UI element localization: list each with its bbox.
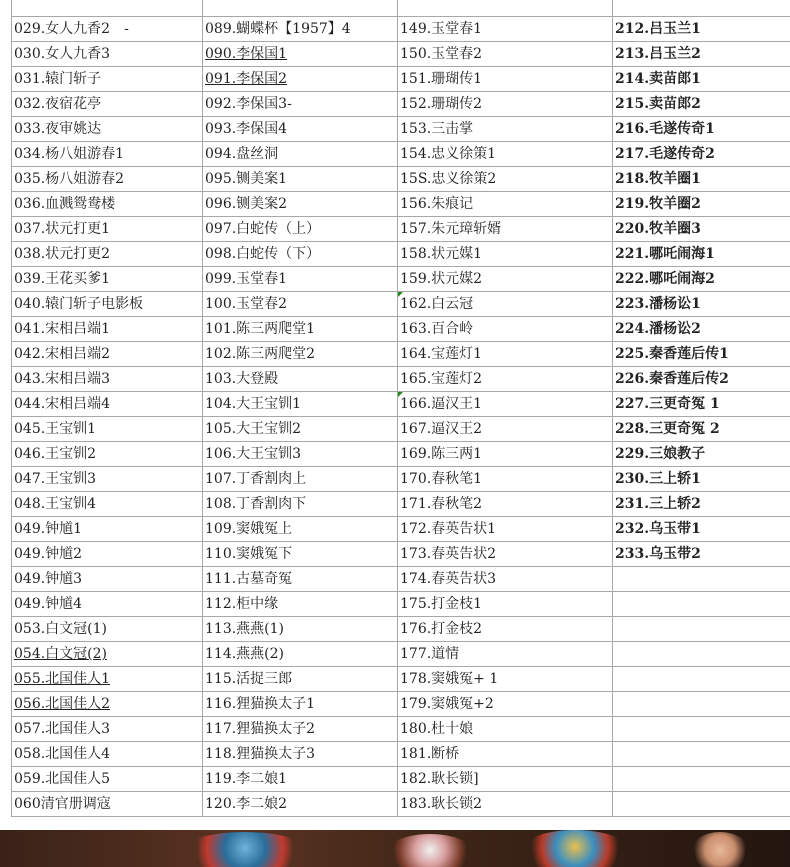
table-cell [613, 267, 790, 292]
table-cell [203, 517, 398, 542]
table-cell [398, 167, 613, 192]
table-cell [203, 717, 398, 742]
table-cell [12, 142, 203, 167]
table-cell [398, 42, 613, 67]
cell-text: 105.大王宝钏2 [205, 421, 302, 437]
table-row [12, 692, 790, 717]
program-list-table [11, 0, 790, 817]
table-cell [398, 0, 613, 17]
cell-text: 226.秦香莲后传2 [615, 371, 729, 387]
cell-text: 091.李保国2 [205, 71, 288, 87]
table-cell [203, 692, 398, 717]
table-cell [398, 92, 613, 117]
table-cell [398, 442, 613, 467]
cell-text: 104.大王宝钏1 [205, 396, 302, 412]
cell-text: 233.乌玉带2 [615, 546, 701, 562]
opera-performers-photo [0, 830, 790, 867]
cell-text: 159.状元媒2 [400, 271, 483, 287]
cell-text: 046.王宝钏2 [14, 446, 97, 462]
table-cell [203, 492, 398, 517]
cell-text: 118.狸猫换太子3 [205, 746, 316, 762]
cell-text: 034.杨八姐游春1 [14, 146, 125, 162]
table-cell [613, 0, 790, 17]
cell-text: 227.三更奇冤 1 [615, 396, 720, 412]
table-cell [203, 0, 398, 17]
table-cell [203, 367, 398, 392]
cell-text: 153.三击掌 [400, 121, 474, 137]
spreadsheet [11, 0, 790, 822]
table-row [12, 567, 790, 592]
cell-text: 112.柜中缘 [205, 596, 279, 612]
cell-text: 151.珊瑚传1 [400, 71, 483, 87]
table-cell [203, 617, 398, 642]
table-row [12, 17, 790, 42]
cell-text: 231.三上轿2 [615, 496, 701, 512]
cell-text: 120.李二娘2 [205, 796, 288, 812]
cell-text: 053.白文冠(1) [14, 621, 108, 637]
table-cell [613, 792, 790, 817]
cell-text: 047.王宝钏3 [14, 471, 97, 487]
table-cell [398, 117, 613, 142]
performer-headdress [180, 832, 310, 867]
table-row [12, 767, 790, 792]
table-cell [12, 392, 203, 417]
table-row [12, 292, 790, 317]
table-cell [613, 692, 790, 717]
table-cell [12, 67, 203, 92]
table-cell [203, 342, 398, 367]
cell-text: 044.宋相吕端4 [14, 396, 111, 412]
cell-text: 100.玉堂春2 [205, 296, 288, 312]
table-cell [398, 242, 613, 267]
table-cell [613, 542, 790, 567]
table-cell [203, 442, 398, 467]
table-row [12, 667, 790, 692]
table-cell [613, 292, 790, 317]
table-row [12, 42, 790, 67]
table-cell [203, 392, 398, 417]
table-cell [12, 42, 203, 67]
cell-text: 093.李保国4 [205, 121, 288, 137]
cell-text: 049.钟馗1 [14, 521, 83, 537]
table-cell [12, 117, 203, 142]
table-cell [398, 417, 613, 442]
cell-text: 103.大登殿 [205, 371, 279, 387]
cell-text: 119.李二娘1 [205, 771, 288, 787]
table-cell [613, 67, 790, 92]
table-cell [398, 67, 613, 92]
table-cell [203, 417, 398, 442]
table-cell [12, 717, 203, 742]
cell-text: 15S.忠义徐策2 [400, 171, 497, 187]
cell-text: 041.宋相吕端1 [14, 321, 111, 337]
cell-text: 217.毛遂传奇2 [615, 146, 715, 162]
table-cell [613, 367, 790, 392]
cell-text: 038.状元打更2 [14, 246, 111, 262]
cell-text: 113.燕燕(1) [205, 621, 285, 637]
table-cell [203, 567, 398, 592]
table-cell [12, 167, 203, 192]
cell-text: 102.陈三两爬堂2 [205, 346, 316, 362]
cell-text: 031.辕门斩子 [14, 71, 102, 87]
cell-text: 218.牧羊圈1 [615, 171, 701, 187]
table-cell [12, 192, 203, 217]
cell-text: 059.北国佳人5 [14, 771, 111, 787]
table-cell [12, 0, 203, 17]
cell-text: 232.乌玉带1 [615, 521, 701, 537]
table-cell [203, 142, 398, 167]
table-cell [12, 317, 203, 342]
cell-text: 037.状元打更1 [14, 221, 111, 237]
table-cell [613, 492, 790, 517]
cell-text: 228.三更奇冤 2 [615, 421, 720, 437]
table-cell [12, 417, 203, 442]
table-cell [12, 692, 203, 717]
table-cell [613, 17, 790, 42]
table-row [12, 617, 790, 642]
cell-text: 117.狸猫换太子2 [205, 721, 316, 737]
cell-text: 181.断桥 [400, 746, 460, 762]
table-row [12, 242, 790, 267]
cell-text: 056.北国佳人2 [14, 696, 111, 712]
cell-text: 107.丁香割肉上 [205, 471, 307, 487]
table-cell [12, 617, 203, 642]
table-row [12, 67, 790, 92]
table-cell [12, 792, 203, 817]
cell-text: 033.夜审姚达 [14, 121, 102, 137]
cell-text: 162.白云冠 [400, 296, 474, 312]
cell-text: 213.吕玉兰2 [615, 46, 701, 62]
table-cell [398, 267, 613, 292]
table-cell [12, 267, 203, 292]
cell-text: 045.王宝钏1 [14, 421, 97, 437]
cell-text: 101.陈三两爬堂1 [205, 321, 316, 337]
table-cell [613, 392, 790, 417]
table-cell [398, 717, 613, 742]
cell-text: 060清官册调寇 [14, 796, 111, 812]
table-row [12, 192, 790, 217]
table-cell [203, 167, 398, 192]
table-cell [398, 592, 613, 617]
table-cell [398, 692, 613, 717]
cell-text: 111.古墓奇冤 [205, 571, 293, 587]
table-cell [398, 142, 613, 167]
table-cell [203, 592, 398, 617]
cell-text: 095.铡美案1 [205, 171, 288, 187]
table-cell [398, 317, 613, 342]
cell-text: 172.春英告状1 [400, 521, 497, 537]
table-cell [203, 642, 398, 667]
cell-text: 182.耿长锁] [400, 771, 479, 787]
cell-text: 035.杨八姐游春2 [14, 171, 125, 187]
table-cell [398, 492, 613, 517]
cell-text: 212.吕玉兰1 [615, 21, 701, 37]
table-cell [613, 417, 790, 442]
cell-text: 114.燕燕(2) [205, 646, 285, 662]
cell-text: 058.北国佳人4 [14, 746, 111, 762]
table-cell [12, 492, 203, 517]
cell-text: 108.丁香割肉下 [205, 496, 307, 512]
table-cell [12, 367, 203, 392]
table-cell [613, 717, 790, 742]
table-row [12, 317, 790, 342]
table-cell [12, 342, 203, 367]
cell-text: 219.牧羊圈2 [615, 196, 701, 212]
table-cell [398, 667, 613, 692]
table-cell [203, 17, 398, 42]
table-cell [12, 767, 203, 792]
table-cell [203, 242, 398, 267]
cell-text: 163.百合岭 [400, 321, 474, 337]
cell-text: 169.陈三两1 [400, 446, 483, 462]
table-row [12, 517, 790, 542]
table-cell [12, 667, 203, 692]
table-cell [203, 667, 398, 692]
cell-text: 177.道情 [400, 646, 460, 662]
table-cell [398, 17, 613, 42]
table-row [12, 592, 790, 617]
cell-text: 029.女人九香2 - [14, 21, 129, 37]
cell-text: 167.逼汉王2 [400, 421, 483, 437]
cell-text: 150.玉堂春2 [400, 46, 483, 62]
table-row [12, 92, 790, 117]
table-row [12, 142, 790, 167]
cell-text: 097.白蛇传（上） [205, 221, 321, 237]
table-cell [398, 567, 613, 592]
table-cell [398, 192, 613, 217]
cell-text: 055.北国佳人1 [14, 671, 111, 687]
table-cell [398, 617, 613, 642]
performer-headdress [385, 834, 475, 867]
table-cell [613, 642, 790, 667]
cell-text: 173.春英告状2 [400, 546, 497, 562]
table-cell [203, 117, 398, 142]
table-cell [12, 17, 203, 42]
table-cell [12, 92, 203, 117]
table-row [12, 742, 790, 767]
cell-text: 109.窦娥冤上 [205, 521, 293, 537]
cell-text: 157.朱元璋斩婿 [400, 221, 502, 237]
table-cell [613, 592, 790, 617]
table-cell [613, 217, 790, 242]
table-cell [203, 192, 398, 217]
table-cell [613, 142, 790, 167]
cell-text: 166.逼汉王1 [400, 396, 483, 412]
table-row [12, 117, 790, 142]
cell-text: 229.三娘教子 [615, 446, 706, 462]
table-cell [613, 467, 790, 492]
table-cell [203, 292, 398, 317]
cell-text: 221.哪吒闹海1 [615, 246, 715, 262]
cell-text: 057.北国佳人3 [14, 721, 111, 737]
cell-text: 049.钟馗3 [14, 571, 83, 587]
table-cell [613, 167, 790, 192]
table-cell [203, 467, 398, 492]
table-cell [203, 767, 398, 792]
cell-text: 164.宝莲灯1 [400, 346, 483, 362]
cell-text: 049.钟馗2 [14, 546, 83, 562]
cell-text: 156.朱痕记 [400, 196, 474, 212]
table-cell [613, 567, 790, 592]
cell-text: 215.卖苗郎2 [615, 96, 701, 112]
cell-text: 152.珊瑚传2 [400, 96, 483, 112]
table-cell [203, 267, 398, 292]
cell-text: 222.哪吒闹海2 [615, 271, 715, 287]
table-cell [613, 92, 790, 117]
table-cell [12, 742, 203, 767]
cell-text: 054.白文冠(2) [14, 646, 108, 662]
table-cell [398, 742, 613, 767]
table-cell [613, 192, 790, 217]
cell-text: 099.玉堂春1 [205, 271, 288, 287]
table-row [12, 442, 790, 467]
table-cell [12, 642, 203, 667]
cell-text: 154.忠义徐策1 [400, 146, 497, 162]
cell-text: 094.盘丝洞 [205, 146, 279, 162]
table-cell [613, 442, 790, 467]
cell-text: 049.钟馗4 [14, 596, 83, 612]
cell-text: 176.打金枝2 [400, 621, 483, 637]
table-cell [613, 342, 790, 367]
table-cell [613, 517, 790, 542]
table-cell [398, 292, 613, 317]
table-cell [203, 317, 398, 342]
table-cell [613, 42, 790, 67]
performer-headdress [520, 830, 630, 867]
table-cell [12, 467, 203, 492]
cell-text: 106.大王宝钏3 [205, 446, 302, 462]
table-row [12, 392, 790, 417]
table-cell [398, 642, 613, 667]
table-cell [398, 217, 613, 242]
table-row [12, 792, 790, 817]
table-cell [398, 467, 613, 492]
table-cell [613, 317, 790, 342]
cell-text: 178.窦娥冤+ 1 [400, 671, 499, 687]
table-cell [203, 92, 398, 117]
cell-text: 115.活捉三郎 [205, 671, 293, 687]
cell-text: 220.牧羊圈3 [615, 221, 701, 237]
cell-text: 183.耿长锁2 [400, 796, 483, 812]
table-cell [398, 342, 613, 367]
table-row [12, 417, 790, 442]
table-row [12, 0, 790, 17]
table-row [12, 492, 790, 517]
table-cell [398, 367, 613, 392]
performer-face [690, 832, 750, 867]
table-cell [12, 242, 203, 267]
cell-text: 043.宋相吕端3 [14, 371, 111, 387]
cell-text: 040.辕门斩子电影板 [14, 296, 144, 312]
cell-text: 171.春秋笔2 [400, 496, 483, 512]
table-cell [613, 617, 790, 642]
table-row [12, 267, 790, 292]
cell-text: 230.三上轿1 [615, 471, 701, 487]
table-row [12, 217, 790, 242]
cell-text: 032.夜宿花亭 [14, 96, 102, 112]
table-cell [613, 767, 790, 792]
table-cell [613, 742, 790, 767]
cell-text: 089.蝴蝶杯【1957】4 [205, 21, 351, 37]
table-cell [12, 442, 203, 467]
table-row [12, 367, 790, 392]
cell-text: 175.打金枝1 [400, 596, 483, 612]
table-cell [613, 117, 790, 142]
table-row [12, 167, 790, 192]
cell-text: 158.状元媒1 [400, 246, 483, 262]
table-row [12, 342, 790, 367]
cell-text: 098.白蛇传（下） [205, 246, 321, 262]
table-cell [12, 517, 203, 542]
cell-text: 149.玉堂春1 [400, 21, 483, 37]
table-cell [12, 592, 203, 617]
table-row [12, 717, 790, 742]
cell-text: 214.卖苗郎1 [615, 71, 701, 87]
table-cell [398, 767, 613, 792]
cell-text: 090.李保国1 [205, 46, 288, 62]
table-cell [613, 242, 790, 267]
cell-text: 165.宝莲灯2 [400, 371, 483, 387]
table-cell [203, 42, 398, 67]
table-cell [203, 67, 398, 92]
cell-text: 225.秦香莲后传1 [615, 346, 729, 362]
cell-text: 030.女人九香3 [14, 46, 111, 62]
table-cell [203, 542, 398, 567]
cell-text: 036.血溅鸳鸯楼 [14, 196, 116, 212]
cell-text: 092.李保国3- [205, 96, 292, 112]
cell-text: 039.王花买爹1 [14, 271, 111, 287]
table-cell [398, 392, 613, 417]
table-cell [12, 542, 203, 567]
table-cell [203, 217, 398, 242]
cell-text: 224.潘杨讼2 [615, 321, 701, 337]
table-cell [398, 517, 613, 542]
cell-text: 096.铡美案2 [205, 196, 288, 212]
table-cell [12, 292, 203, 317]
table-cell [12, 567, 203, 592]
table-cell [398, 542, 613, 567]
cell-text: 180.杜十娘 [400, 721, 474, 737]
cell-text: 223.潘杨讼1 [615, 296, 701, 312]
cell-text: 116.狸猫换太子1 [205, 696, 316, 712]
cell-text: 174.春英告状3 [400, 571, 497, 587]
cell-text: 042.宋相吕端2 [14, 346, 111, 362]
table-cell [12, 217, 203, 242]
cell-text: 110.窦娥冤下 [205, 546, 293, 562]
table-cell [613, 667, 790, 692]
table-row [12, 542, 790, 567]
cell-text: 048.王宝钏4 [14, 496, 97, 512]
table-row [12, 467, 790, 492]
table-row [12, 642, 790, 667]
cell-text: 170.春秋笔1 [400, 471, 483, 487]
cell-text: 179.窦娥冤+2 [400, 696, 494, 712]
table-cell [203, 742, 398, 767]
cell-text: 216.毛遂传奇1 [615, 121, 715, 137]
table-cell [398, 792, 613, 817]
table-cell [203, 792, 398, 817]
